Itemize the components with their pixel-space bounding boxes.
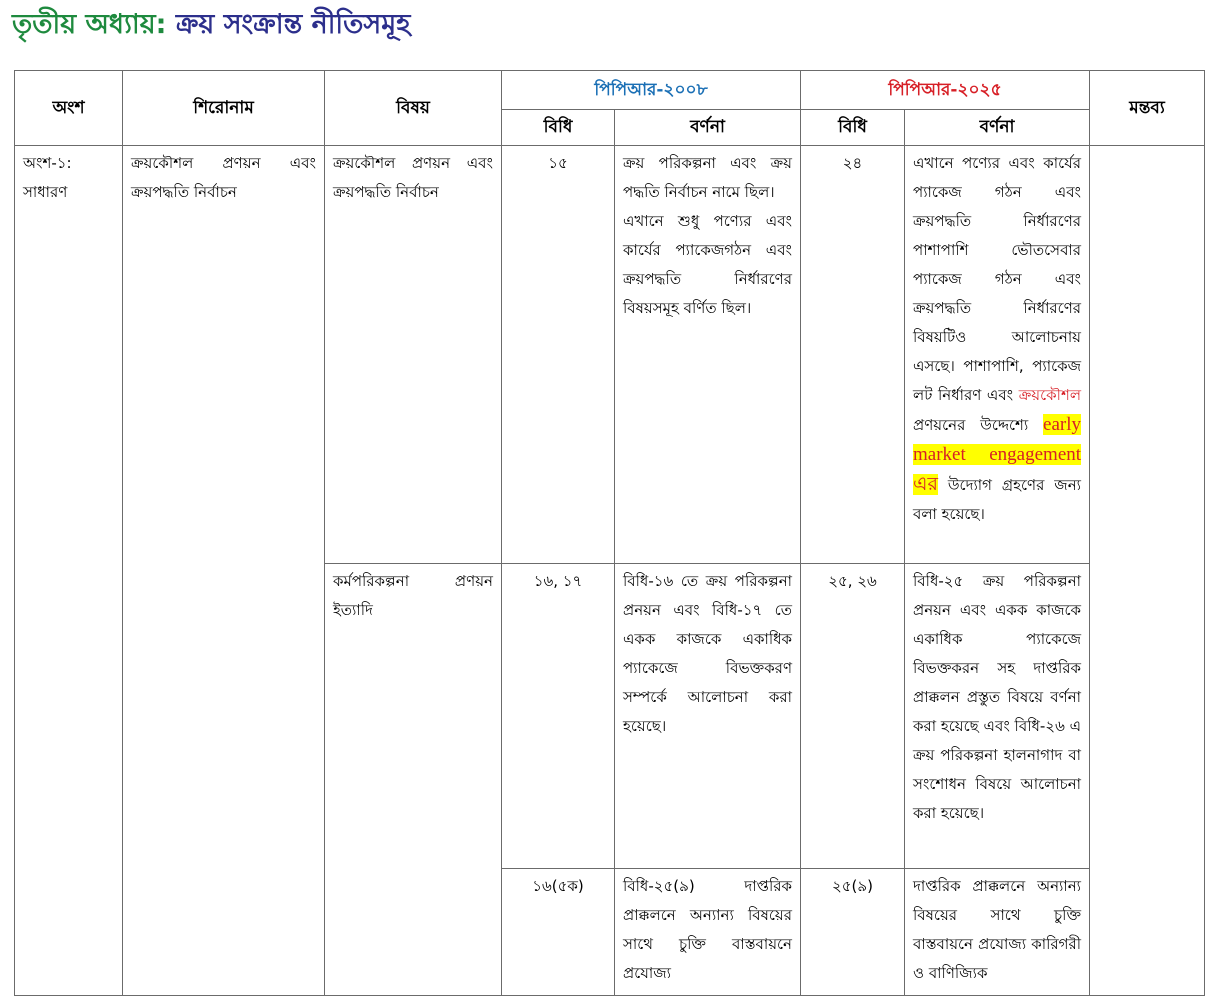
desc-2025-red-text: ক্রয়কৌশল — [1018, 386, 1082, 404]
section-cell: অংশ-১: সাধারণ — [15, 146, 123, 996]
desc-2025-text: প্রণয়নের উদ্দেশ্যে — [913, 416, 1029, 434]
desc-2008-paragraph: ক্রয় পরিকল্পনা এবং ক্রয় পদ্ধতি নির্বাচন নামে ছিল। — [623, 154, 793, 201]
chapter-title: ক্রয় সংক্রান্ত নীতিসমূহ — [175, 9, 411, 40]
desc-2025-cell: বিধি-২৫ ক্রয় পরিকল্পনা প্রনয়ন এবং একক কাজকে একাধিক প্যাকেজে বিভক্তকরন সহ দাপ্তরিক প্রাক্কলন প্রস্তুত বিষয়ে বর্ণনা করা হয়েছে এবং বিধি-২৬ এ ক্রয় পরিকল্পনা হালনাগাদ বা সংশোধন বিষয়ে আলোচনা করা হয়েছে। — [905, 564, 1090, 869]
header-row-1 — [15, 71, 1205, 110]
header-ppr-2025: পিপিআর-২০২৫ — [801, 71, 1090, 110]
header-desc-2008: বর্ণনা — [615, 110, 801, 146]
rule-2025-cell: ২৪ — [801, 146, 905, 564]
subject-cell: কর্মপরিকল্পনা প্রণয়ন ইত্যাদি — [325, 564, 502, 996]
remarks-cell — [1090, 146, 1205, 996]
subject-cell: ক্রয়কৌশল প্রণয়ন এবং ক্রয়পদ্ধতি নির্বাচন — [325, 146, 502, 564]
desc-2025-highlight: early market engagement এর — [913, 414, 1082, 495]
rule-2008-cell: ১৬, ১৭ — [502, 564, 615, 869]
heading-cell: ক্রয়কৌশল প্রণয়ন এবং ক্রয়পদ্ধতি নির্বাচন — [123, 146, 325, 996]
header-remarks: মন্তব্য — [1090, 71, 1205, 146]
header-heading: শিরোনাম — [123, 71, 325, 146]
table-row — [15, 146, 1205, 564]
desc-2025-text: উদ্যোগ গ্রহণের জন্য বলা হয়েছে। — [913, 476, 1082, 523]
desc-2008-paragraph: এখানে শুধু পণ্যের এবং কার্যের প্যাকেজগঠন এবং ক্রয়পদ্ধতি নির্ধারণের বিষয়সমূহ বর্ণিত ছিল। — [623, 212, 793, 317]
rule-2008-cell: ১৬(৫ক) — [502, 869, 615, 996]
header-section: অংশ — [15, 71, 123, 146]
rule-2025-cell: ২৫(৯) — [801, 869, 905, 996]
rule-2025-cell: ২৫, ২৬ — [801, 564, 905, 869]
header-rule-2025: বিধি — [801, 110, 905, 146]
header-ppr-2008: পিপিআর-২০০৮ — [502, 71, 801, 110]
desc-2008-cell — [615, 146, 801, 564]
desc-2025-cell — [905, 146, 1090, 564]
header-rule-2008: বিধি — [502, 110, 615, 146]
header-desc-2025: বর্ণনা — [905, 110, 1090, 146]
desc-2008-cell: বিধি-২৫(৯) দাপ্তরিক প্রাক্কলনে অন্যান্য বিষয়ের সাথে চুক্তি বাস্তবায়নে প্রযোজ্য — [615, 869, 801, 996]
procurement-policy-table — [14, 70, 1205, 996]
rule-2008-cell: ১৫ — [502, 146, 615, 564]
header-subject: বিষয় — [325, 71, 502, 146]
desc-2008-cell: বিধি-১৬ তে ক্রয় পরিকল্পনা প্রনয়ন এবং বিধি-১৭ তে একক কাজকে একাধিক প্যাকেজে বিভক্তকরণ সম্পর্কে আলোচনা করা হয়েছে। — [615, 564, 801, 869]
page-title — [12, 4, 410, 49]
desc-2025-cell: দাপ্তরিক প্রাক্কলনে অন্যান্য বিষয়ের সাথে চুক্তি বাস্তবায়নে প্রযোজ্য কারিগরী ও বাণিজ্যিক — [905, 869, 1090, 996]
desc-2025-text: এখানে পণ্যের এবং কার্যের প্যাকেজ গঠন এবং ক্রয়পদ্ধতি নির্ধারণের পাশাপাশি ভৌতসেবার প্যাকেজ গঠন এবং ক্রয়পদ্ধতি নির্ধারণের বিষয়টিও আলোচনায় এসছে। পাশাপাশি, প্যাকেজ লট নির্ধারণ এবং — [913, 154, 1082, 404]
chapter-label: তৃতীয় অধ্যায়: — [12, 9, 167, 40]
